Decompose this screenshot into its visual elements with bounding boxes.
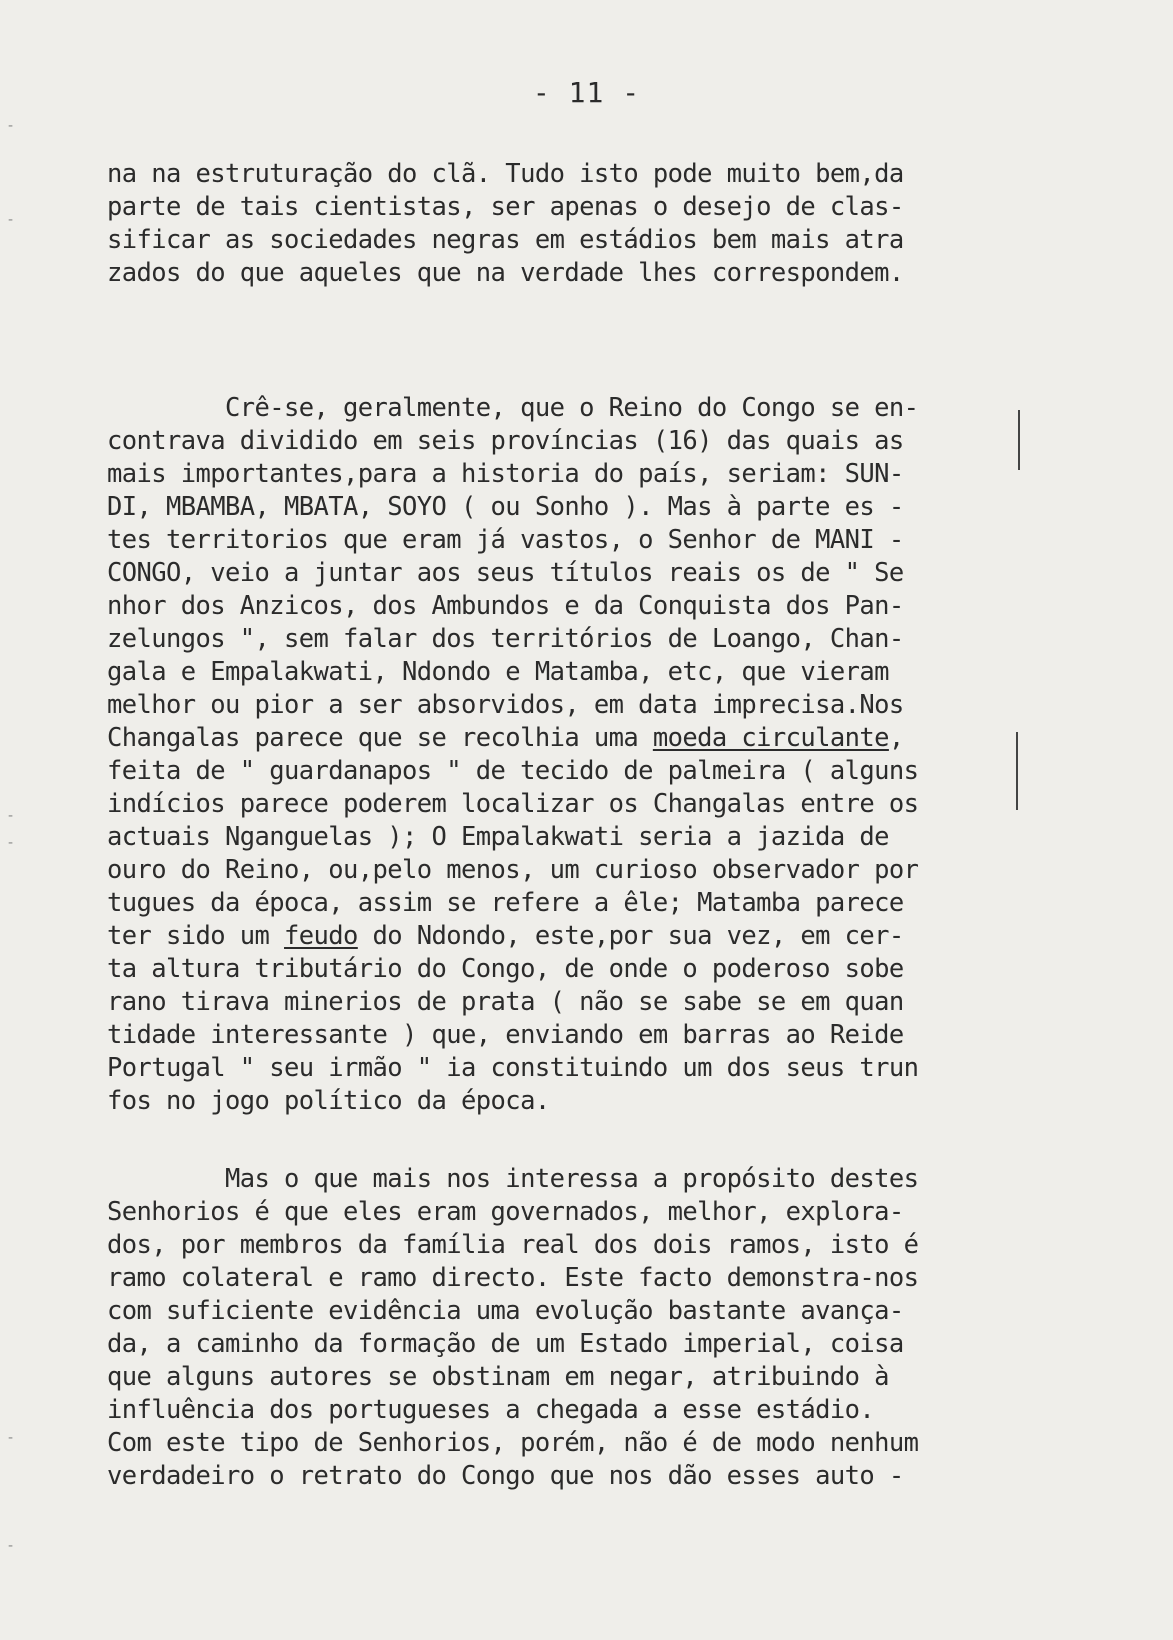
text-fragment: ter sido um bbox=[107, 921, 285, 951]
text-line: Portugal " seu irmão " ia constituindo um dos seus trun bbox=[107, 1053, 919, 1083]
text-line: tes territorios que eram já vastos, o Senhor de MANI - bbox=[107, 525, 904, 555]
text-line: parte de tais cientistas, ser apenas o desejo de clas- bbox=[107, 192, 904, 222]
text-fragment: , bbox=[888, 723, 904, 753]
text-line: que alguns autores se obstinam em negar, atribuindo à bbox=[107, 1362, 889, 1392]
edge-mark: - bbox=[8, 118, 14, 134]
paragraph-2 bbox=[107, 392, 1007, 1118]
text-line: zelungos ", sem falar dos territórios de Loango, Chan- bbox=[107, 624, 904, 654]
text-line: Crê-se, geralmente, que o Reino do Congo se en- bbox=[107, 393, 919, 423]
text-fragment: Changalas parece que se recolhia uma bbox=[107, 723, 653, 753]
text-line: com suficiente evidência uma evolução bastante avança- bbox=[107, 1296, 904, 1326]
underlined-word: feudo bbox=[284, 921, 358, 951]
text-line: feita de " guardanapos " de tecido de palmeira ( alguns bbox=[107, 756, 919, 786]
edge-mark: - bbox=[8, 835, 14, 851]
text-line: gala e Empalakwati, Ndondo e Matamba, etc, que vieram bbox=[107, 657, 889, 687]
edge-mark: - bbox=[8, 1538, 14, 1554]
text-line: tugues da época, assim se refere a êle; Matamba parece bbox=[107, 888, 904, 918]
text-line: mais importantes,para a historia do país, seriam: SUN- bbox=[107, 459, 904, 489]
text-line: DI, MBAMBA, MBATA, SOYO ( ou Sonho ). Mas à parte es - bbox=[107, 492, 904, 522]
text-line: sificar as sociedades negras em estádios bem mais atra bbox=[107, 225, 904, 255]
text-line: fos no jogo político da época. bbox=[107, 1086, 550, 1116]
text-line: verdadeiro o retrato do Congo que nos dão esses auto - bbox=[107, 1461, 904, 1491]
text-line: CONGO, veio a juntar aos seus títulos reais os de " Se bbox=[107, 558, 904, 588]
text-fragment: do Ndondo, este,por sua vez, em cer- bbox=[357, 921, 904, 951]
text-line: actuais Nganguelas ); O Empalakwati seria a jazida de bbox=[107, 822, 889, 852]
text-line-feudo bbox=[107, 920, 1007, 953]
edge-mark: - bbox=[8, 808, 14, 824]
text-line: ramo colateral e ramo directo. Este facto demonstra-nos bbox=[107, 1263, 919, 1293]
text-line: contrava dividido em seis províncias (16) das quais as bbox=[107, 426, 904, 456]
page-number: - 11 - bbox=[532, 76, 641, 109]
edge-mark: - bbox=[8, 212, 14, 228]
text-line: influência dos portugueses a chegada a esse estádio. bbox=[107, 1395, 875, 1425]
text-line: tidade interessante ) que, enviando em barras ao Reide bbox=[107, 1020, 904, 1050]
text-line: nhor dos Anzicos, dos Ambundos e da Conquista dos Pan- bbox=[107, 591, 904, 621]
text-line: indícios parece poderem localizar os Changalas entre os bbox=[107, 789, 919, 819]
text-line: dos, por membros da família real dos dois ramos, isto é bbox=[107, 1230, 919, 1260]
text-line: Com este tipo de Senhorios, porém, não é de modo nenhum bbox=[107, 1428, 919, 1458]
text-line: ta altura tributário do Congo, de onde o poderoso sobe bbox=[107, 954, 904, 984]
paragraph-1 bbox=[107, 158, 1007, 290]
edge-mark: - bbox=[8, 1430, 14, 1446]
text-line: ouro do Reino, ou,pelo menos, um curioso observador por bbox=[107, 855, 919, 885]
text-line: melhor ou pior a ser absorvidos, em data imprecisa.Nos bbox=[107, 690, 904, 720]
text-line: da, a caminho da formação de um Estado imperial, coisa bbox=[107, 1329, 904, 1359]
paragraph-3 bbox=[107, 1163, 1007, 1493]
margin-bar bbox=[1016, 732, 1018, 810]
underlined-phrase: moeda circulante bbox=[652, 723, 889, 753]
text-line: Senhorios é que eles eram governados, melhor, explora- bbox=[107, 1197, 904, 1227]
margin-bar bbox=[1018, 410, 1020, 470]
text-line: Mas o que mais nos interessa a propósito destes bbox=[107, 1164, 919, 1194]
text-line: rano tirava minerios de prata ( não se sabe se em quan bbox=[107, 987, 904, 1017]
text-line: na na estruturação do clã. Tudo isto pode muito bem,da bbox=[107, 159, 904, 189]
text-line: zados do que aqueles que na verdade lhes correspondem. bbox=[107, 258, 904, 288]
text-line-moeda bbox=[107, 722, 1007, 755]
